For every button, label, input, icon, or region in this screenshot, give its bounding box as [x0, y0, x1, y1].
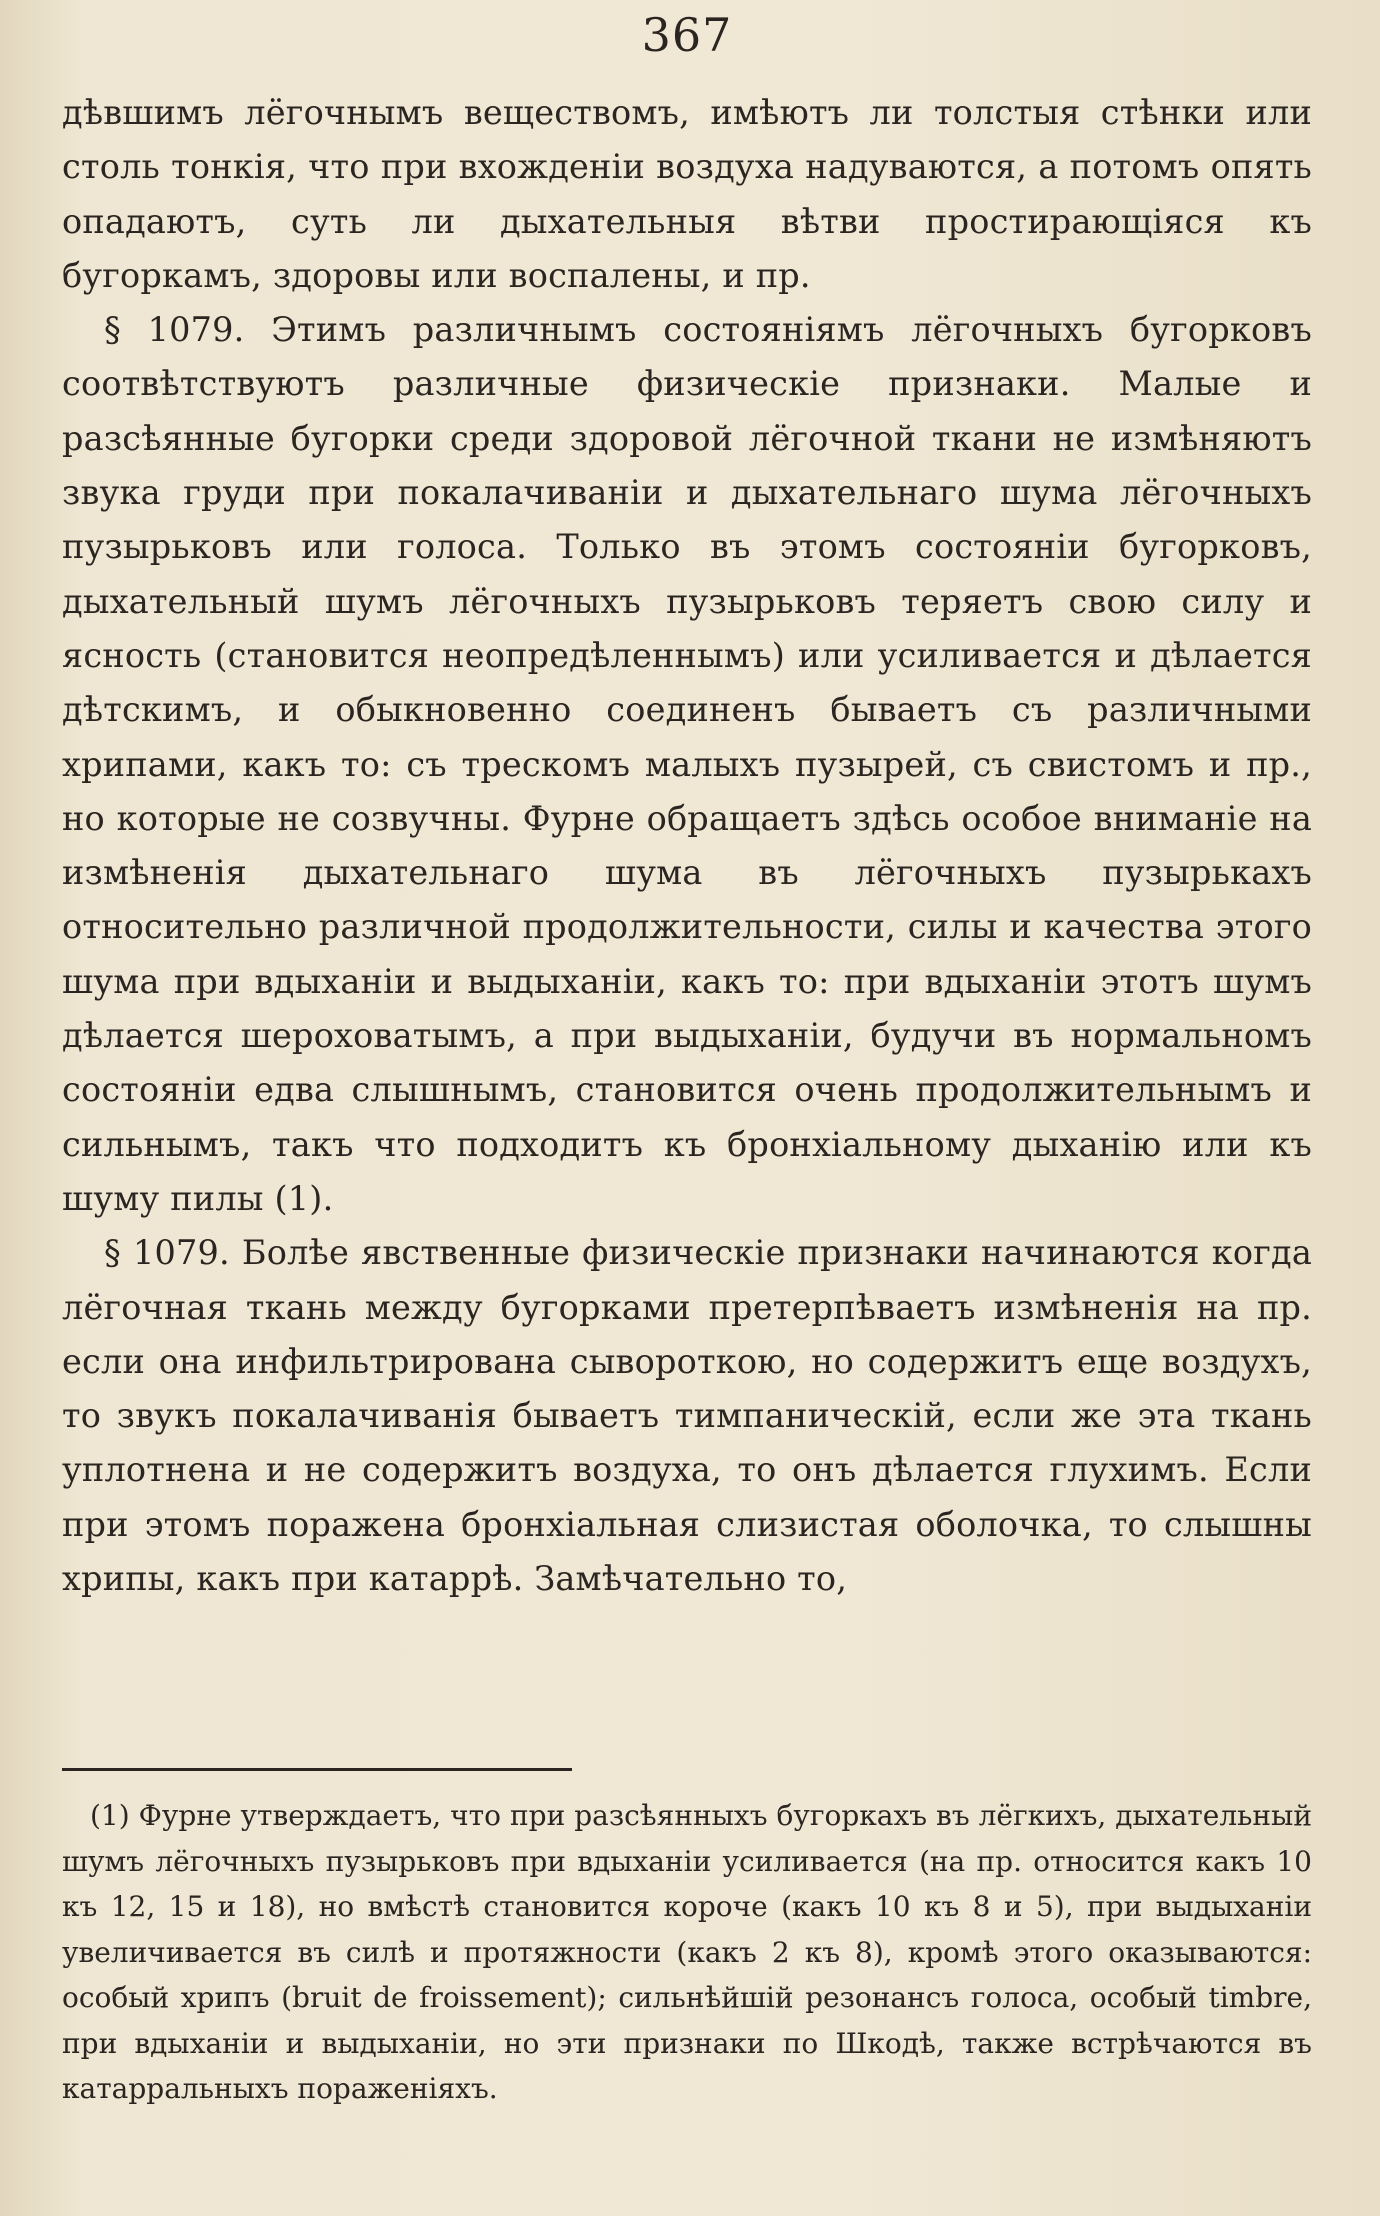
paragraph-section-1079-a: § 1079. Этимъ различнымъ состояніямъ лёгочныхъ бугорковъ соотвѣтствуютъ различные физическіе признаки. Малые и разсѣянные бугорки среди здоровой лёгочной ткани не измѣняютъ звука груди при покалачиваніи и дыхательнаго шума лёгочныхъ пузырьковъ или голоса. Только въ этомъ состояніи бугорковъ, дыхательный шумъ лёгочныхъ пузырьковъ теряетъ свою силу и ясность (становится неопредѣленнымъ) или усиливается и дѣлается дѣтскимъ, и обыкновенно соединенъ бываетъ съ различными хрипами, какъ то: съ трескомъ малыхъ пузырей, съ свистомъ и пр., но которые не созвучны. Фурне обращаетъ здѣсь особое вниманіе на измѣненія дыхательнаго шума въ лёгочныхъ пузырькахъ относительно различной продолжительности, силы и качества этого шума при вдыханіи и выдыханіи, какъ то: при вдыханіи этотъ шумъ дѣлается шероховатымъ, а при выдыханіи, будучи въ нормальномъ состояніи едва слышнымъ, становится очень продолжительнымъ и сильнымъ, такъ что подходитъ къ бронхіальному дыханію или къ шуму пилы (1).: [62, 310, 1312, 1218]
footnote-divider: [62, 1768, 572, 1771]
page-number: 367: [641, 8, 733, 62]
footnote: [62, 1793, 1312, 2112]
footnote-text: (1) Фурне утверждаетъ, что при разсѣянныхъ бугоркахъ въ лёгкихъ, дыхательный шумъ лёгочныхъ пузырьковъ при вдыханіи усиливается (на пр. относится какъ 10 къ 12, 15 и 18), но вмѣстѣ становится короче (какъ 10 къ 8 и 5), при выдыханіи увеличивается въ силѣ и протяжности (какъ 2 къ 8), кромѣ этого оказываются: особый хрипъ (bruit de froissement); сильнѣйшій резонансъ голоса, особый timbre, при вдыханіи и выдыханіи, но эти признаки по Шкодѣ, также встрѣчаются въ катарральныхъ пораженіяхъ.: [62, 1799, 1312, 2105]
paragraph-continued: дѣвшимъ лёгочнымъ веществомъ, имѣютъ ли толстыя стѣнки или столь тонкія, что при вхожденіи воздуха надуваются, а потомъ опять опадаютъ, суть ли дыхательныя вѣтви простирающіяся къ бугоркамъ, здоровы или воспалены, и пр.: [62, 93, 1312, 295]
paragraph-section-1079-b: § 1079. Болѣе явственные физическіе признаки начинаются когда лёгочная ткань между бугорками претерпѣваетъ измѣненія на пр. если она инфильтрирована сывороткою, но содержитъ еще воздухъ, то звукъ покалачиванія бываетъ тимпаническій, если же эта ткань уплотнена и не содержитъ воздуха, то онъ дѣлается глухимъ. Если при этомъ поражена бронхіальная слизистая оболочка, то слышны хрипы, какъ при катаррѣ. Замѣчательно то,: [62, 1233, 1312, 1599]
body-text: [62, 86, 1312, 1676]
